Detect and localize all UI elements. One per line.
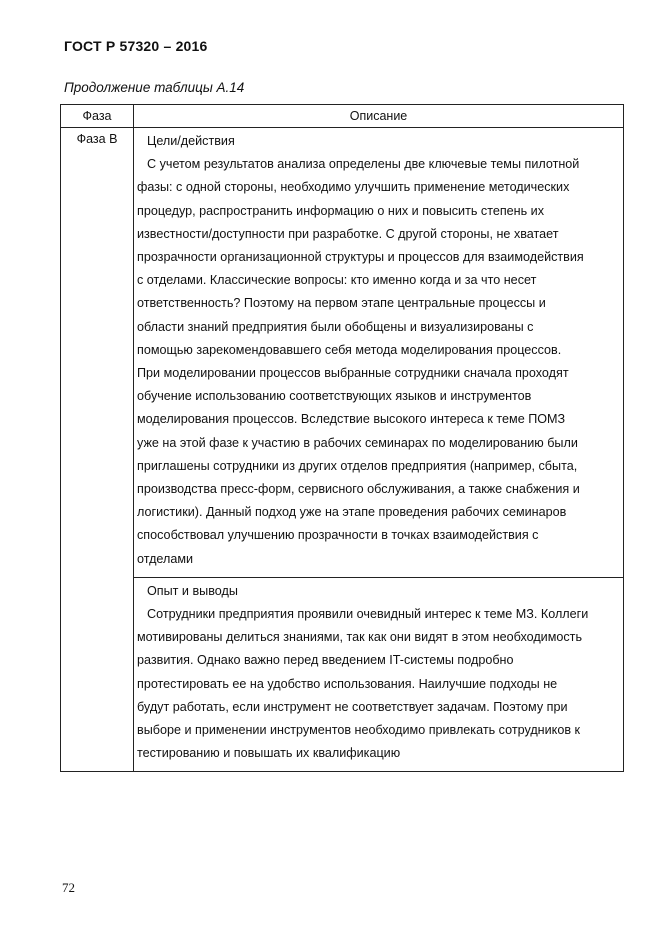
- text-line: обучение использованию соответствующих языков и инструментов: [137, 389, 532, 404]
- text-line: прозрачности организационной структуры и процессов для взаимодействия: [137, 250, 584, 265]
- phase-cell: Фаза В: [61, 128, 134, 772]
- text-line: отделами: [137, 551, 194, 566]
- table-header-row: [61, 105, 624, 128]
- description-table: [60, 104, 624, 772]
- table-row: [61, 577, 624, 772]
- text-line: фазы: с одной стороны, необходимо улучшить применение методических: [137, 180, 570, 195]
- text-line: Сотрудники предприятия проявили очевидный интерес к теме МЗ. Коллеги: [147, 607, 589, 622]
- text-line: С учетом результатов анализа определены две ключевые темы пилотной: [147, 157, 580, 172]
- experience-conclusions-cell: [134, 577, 624, 772]
- text-line: При моделировании процессов выбранные сотрудники сначала проходят: [137, 366, 569, 381]
- text-line: уже на этой фазе к участию в рабочих семинарах по моделированию были: [137, 435, 578, 450]
- text-line: известности/доступности при разработке. С другой стороны, не хватает: [137, 226, 559, 241]
- text-line: помощью зарекомендовавшего себя метода моделирования процессов.: [137, 342, 562, 357]
- goals-actions-cell: [134, 128, 624, 578]
- page-number: 72: [62, 880, 75, 895]
- text-line: логистики). Данный подход уже на этапе проведения рабочих семинаров: [137, 505, 567, 520]
- text-line: мотивированы делиться знаниями, так как они видят в этом необходимость: [137, 630, 583, 645]
- text-line: способствовал улучшению прозрачности в точках взаимодействия с: [137, 528, 539, 543]
- text-line: тестированию и повышать их квалификацию: [137, 746, 401, 761]
- table-caption: Продолжение таблицы А.14: [64, 80, 245, 95]
- column-header-phase: Фаза: [61, 105, 134, 128]
- section-body-goals: [137, 153, 617, 571]
- text-line: будут работать, если инструмент не соответствует задачам. Поэтому при: [137, 699, 568, 714]
- text-line: протестировать ее на удобство использования. Наилучшие подходы не: [137, 676, 558, 691]
- section-body-experience: [137, 603, 617, 765]
- section-title-experience: Опыт и выводы: [147, 583, 238, 598]
- text-line: с отделами. Классические вопросы: кто именно когда и за что несет: [137, 273, 537, 288]
- document-header: ГОСТ Р 57320 – 2016: [64, 38, 208, 54]
- text-line: области знаний предприятия были обобщены и визуализированы с: [137, 319, 534, 334]
- section-title-goals: Цели/действия: [147, 134, 235, 148]
- text-line: моделирования процессов. Вследствие высокого интереса к теме ПОМЗ: [137, 412, 566, 427]
- table-row: [61, 128, 624, 578]
- text-line: ответственность? Поэтому на первом этапе центральные процессы и: [137, 296, 546, 311]
- text-line: выборе и применении инструментов необходимо привлекать сотрудников к: [137, 723, 581, 738]
- text-line: развития. Однако важно перед введением IT-системы подробно: [137, 653, 514, 668]
- text-line: приглашены сотрудники из других отделов предприятия (например, сбыта,: [137, 458, 578, 473]
- column-header-description: Описание: [134, 105, 624, 128]
- text-line: процедур, распространить информацию о них и повысить степень их: [137, 203, 545, 218]
- text-line: производства пресс-форм, сервисного обслуживания, а также снабжения и: [137, 482, 580, 497]
